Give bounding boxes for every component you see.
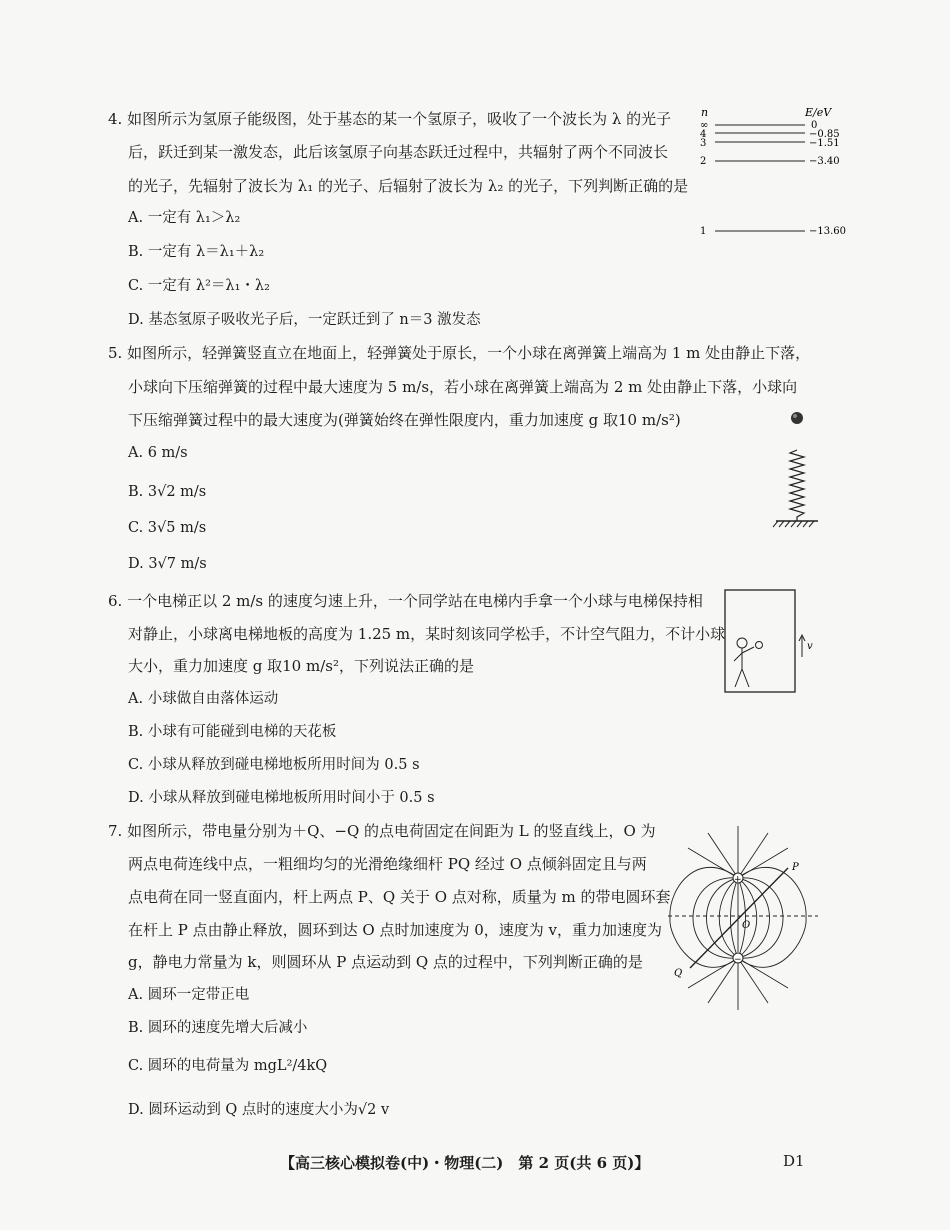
level-n-4: 4	[700, 129, 707, 140]
field-lines	[670, 826, 806, 1010]
ground-hatch	[773, 521, 814, 527]
q7-line-4: 在杆上 P 点由静止释放，圆环到达 O 点时加速度为 0，速度为 v，重力加速度为	[128, 921, 663, 939]
level-n-1: 1	[700, 226, 707, 237]
ball-highlight	[793, 414, 797, 418]
q7-option-b: B. 圆环的速度先增大后减小	[128, 1020, 308, 1036]
q7-line-5: g，静电力常量为 k，则圆环从 P 点运动到 Q 点的过程中，下列判断正确的是	[128, 953, 643, 971]
small-ball-icon	[756, 642, 763, 649]
q7-option-d: D. 圆环运动到 Q 点时的速度大小为√2 v	[128, 1102, 390, 1118]
q6-line-1: 6. 一个电梯正以 2 m/s 的速度匀速上升，一个同学站在电梯内手拿一个小球与电梯保持相	[108, 592, 703, 610]
person-arm-left	[734, 653, 742, 661]
q5-option-d: D. 3√7 m/s	[128, 556, 207, 572]
q5-line-1: 5. 如图所示，轻弹簧竖直立在地面上，轻弹簧处于原长，一个小球在离弹簧上端高为 1 m 处由静止下落，	[108, 344, 811, 362]
page-footer-title: 【高三核心模拟卷(中)・物理(二) 第 2 页(共 6 页)】	[280, 1154, 650, 1172]
q4-option-d: D. 基态氢原子吸收光子后，一定跃迁到了 n＝3 激发态	[128, 312, 481, 328]
person-leg-right	[742, 669, 749, 687]
q6-option-a: A. 小球做自由落体运动	[128, 691, 279, 707]
dipole-field-figure	[668, 818, 818, 1018]
elevator-box	[725, 590, 795, 692]
q5-option-b: B. 3√2 m/s	[128, 484, 207, 500]
positive-sign: +	[734, 875, 742, 885]
q7-option-a: A. 圆环一定带正电	[128, 987, 250, 1003]
level-n-inf: ∞	[700, 120, 709, 131]
point-q-label: Q	[674, 968, 683, 979]
energy-level-diagram	[695, 100, 855, 245]
q6-option-b: B. 小球有可能碰到电梯的天花板	[128, 724, 337, 740]
q5-option-a: A. 6 m/s	[128, 445, 188, 461]
level-n-2: 2	[700, 156, 707, 167]
ball-icon	[791, 412, 803, 424]
spring-coil	[790, 450, 804, 521]
level-e-inf: 0	[811, 120, 818, 131]
level-e-4: −0.85	[809, 129, 840, 140]
n-axis-label: n	[701, 106, 709, 119]
q4-option-a: A. 一定有 λ₁＞λ₂	[128, 210, 241, 226]
q6-line-3: 大小，重力加速度 g 取10 m/s²，下列说法正确的是	[128, 657, 474, 675]
q4-option-b: B. 一定有 λ＝λ₁＋λ₂	[128, 244, 265, 260]
q7-line-2: 两点电荷连线中点，一粗细均匀的光滑绝缘细杆 PQ 经过 O 点倾斜固定且与两	[128, 855, 647, 873]
level-e-3: −1.51	[809, 138, 840, 149]
point-p-label: P	[792, 862, 799, 873]
level-e-1: −13.60	[809, 226, 847, 237]
energy-axis-label: E/eV	[805, 106, 832, 119]
person-head	[737, 638, 747, 648]
q6-option-c: C. 小球从释放到碰电梯地板所用时间为 0.5 s	[128, 757, 420, 773]
q4-line-2: 后，跃迁到某一激发态，此后该氢原子向基态跃迁过程中，共辐射了两个不同波长	[128, 143, 669, 161]
q7-option-c: C. 圆环的电荷量为 mgL²/4kQ	[128, 1058, 328, 1074]
negative-sign: −	[734, 955, 742, 965]
q5-line-2: 小球向下压缩弹簧的过程中最大速度为 5 m/s，若小球在离弹簧上端高为 2 m 处由静止下落，小球向	[128, 378, 798, 396]
point-o-label: O	[742, 920, 751, 931]
q4-line-3: 的光子，先辐射了波长为 λ₁ 的光子、后辐射了波长为 λ₂ 的光子，下列判断正确的是	[128, 177, 689, 195]
q5-option-c: C. 3√5 m/s	[128, 520, 207, 536]
q7-line-3: 点电荷在同一竖直面内，杆上两点 P、Q 关于 O 点对称，质量为 m 的带电圆环套	[128, 888, 671, 906]
level-n-3: 3	[700, 138, 707, 149]
elevator-figure	[722, 587, 822, 697]
q5-line-3: 下压缩弹簧过程中的最大速度为(弹簧始终在弹性限度内，重力加速度 g 取10 m/s²)	[128, 411, 681, 429]
level-e-2: −3.40	[809, 156, 840, 167]
person-leg-left	[735, 669, 742, 687]
velocity-label: v	[807, 641, 813, 652]
q4-option-c: C. 一定有 λ²＝λ₁・λ₂	[128, 278, 270, 294]
q7-line-1: 7. 如图所示，带电量分别为＋Q、−Q 的点电荷固定在间距为 L 的竖直线上，O 为	[108, 822, 656, 840]
q4-line-1: 4. 如图所示为氢原子能级图，处于基态的某一个氢原子，吸收了一个波长为 λ 的光子	[108, 110, 672, 128]
q6-line-2: 对静止，小球离电梯地板的高度为 1.25 m，某时刻该同学松手，不计空气阻力，不计小球	[128, 625, 726, 643]
spring-ball-figure	[770, 405, 830, 535]
q6-option-d: D. 小球从释放到碰电梯地板所用时间小于 0.5 s	[128, 790, 435, 806]
page-footer-code: D1	[783, 1152, 805, 1170]
